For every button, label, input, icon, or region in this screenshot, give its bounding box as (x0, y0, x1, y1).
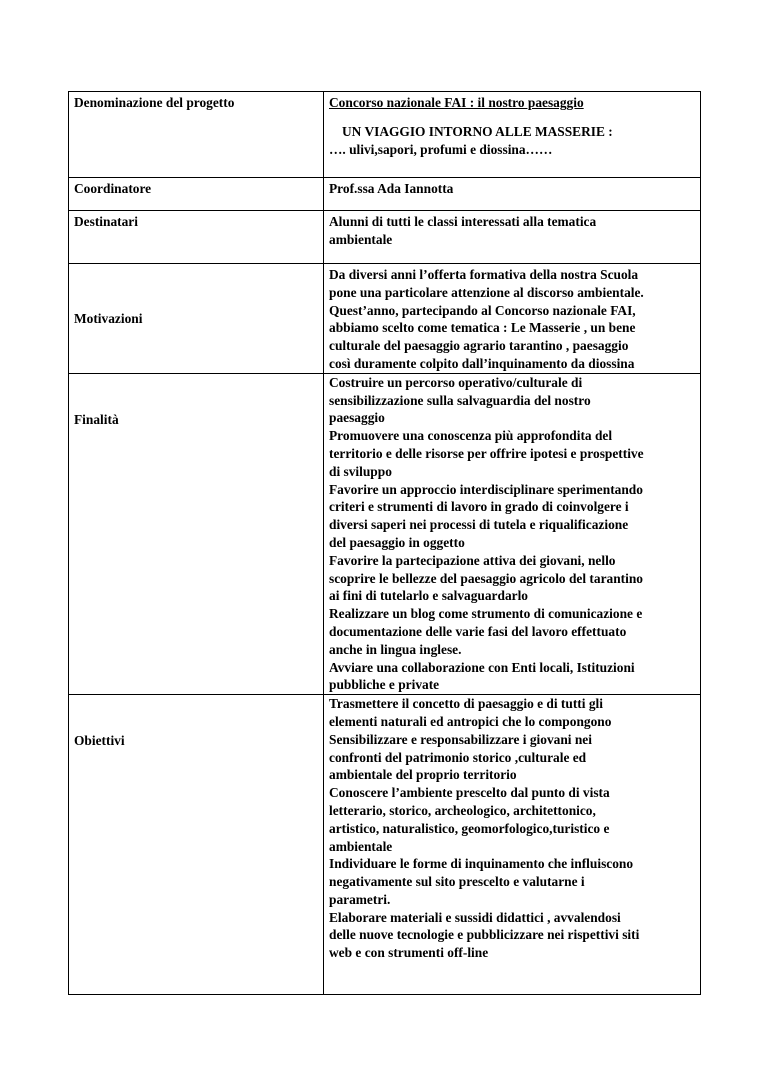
text-line: paesaggio (329, 410, 385, 426)
row-coordinatore (69, 178, 701, 211)
text-line: delle nuove tecnologie e pubblicizzare nei rispettivi siti (329, 927, 640, 943)
project-subtitle: UN VIAGGIO INTORNO ALLE MASSERIE : (342, 123, 613, 139)
label-coordinatore: Coordinatore (69, 178, 324, 211)
text-line: Conoscere l’ambiente prescelto dal punto di vista (329, 785, 610, 801)
text-line: anche in lingua inglese. (329, 641, 462, 657)
text-line: Da diversi anni l’offerta formativa della nostra Scuola (329, 267, 639, 282)
text-line: territorio e delle risorse per offrire ipotesi e prospettive (329, 445, 644, 461)
label-obiettivi-text: Obiettivi (74, 733, 125, 749)
label-finalita (69, 373, 324, 694)
value-denominazione (324, 92, 701, 178)
value-finalita (324, 373, 701, 694)
text-line: così duramente colpito dall’inquinamento da diossina (329, 355, 635, 371)
text-line: ai fini di tutelarlo e salvaguardarlo (329, 588, 528, 604)
row-obiettivi (69, 695, 701, 995)
row-finalita (69, 373, 701, 694)
text-line: sensibilizzazione sulla salvaguardia del nostro (329, 392, 591, 408)
row-destinatari (69, 211, 701, 264)
text-line: Favorire la partecipazione attiva dei giovani, nello (329, 552, 616, 568)
text-line: Alunni di tutti le classi interessati alla tematica (329, 214, 597, 229)
text-line: Trasmettere il concetto di paesaggio e di tutti gli (329, 696, 603, 712)
label-destinatari: Destinatari (69, 211, 324, 264)
text-line: pubbliche e private (329, 677, 440, 693)
text-line: parametri. (329, 891, 391, 907)
text-line: confronti del patrimonio storico ,culturale ed (329, 749, 587, 765)
text-line: web e con strumenti off-line (329, 945, 489, 961)
text-line: ambientale (329, 231, 393, 247)
row-denominazione (69, 92, 701, 178)
label-finalita-text: Finalità (74, 411, 119, 427)
value-obiettivi (324, 695, 701, 995)
label-denominazione: Denominazione del progetto (69, 92, 324, 178)
text-line: diversi saperi nei processi di tutela e riqualificazione (329, 517, 629, 533)
text-line: di sviluppo (329, 463, 392, 479)
label-obiettivi (69, 695, 324, 995)
text-line: scoprire le bellezze del paesaggio agricolo del tarantino (329, 570, 643, 586)
row-motivazioni (69, 264, 701, 374)
text-line: pone una particolare attenzione al discorso ambientale. (329, 284, 644, 300)
value-destinatari (324, 211, 701, 264)
text-line: Sensibilizzare e responsabilizzare i giovani nei (329, 731, 592, 747)
text-line: elementi naturali ed antropici che lo compongono (329, 713, 612, 729)
text-line: Favorire un approccio interdisciplinare sperimentando (329, 481, 643, 497)
label-motivazioni: Motivazioni (69, 264, 324, 374)
text-line: Costruire un percorso operativo/culturale di (329, 374, 583, 390)
text-line: culturale del paesaggio agrario tarantino , paesaggio (329, 338, 629, 354)
project-name: Concorso nazionale FAI : il nostro paesaggio (329, 95, 584, 110)
project-tagline: …. ulivi,sapori, profumi e diossina…… (329, 141, 553, 157)
text-line: artistico, naturalistico, geomorfologico,turistico e (329, 820, 610, 836)
value-coordinatore (324, 178, 701, 211)
text-line: negativamente sul sito prescelto e valutarne i (329, 874, 585, 890)
text-line: criteri e strumenti di lavoro in grado di coinvolgere i (329, 499, 629, 515)
text-line: Realizzare un blog come strumento di comunicazione e (329, 606, 643, 622)
project-table (68, 91, 701, 995)
text-line: abbiamo scelto come tematica : Le Masserie , un bene (329, 320, 636, 336)
text-line: documentazione delle varie fasi del lavoro effettuato (329, 623, 627, 639)
text-line: Avviare una collaborazione con Enti locali, Istituzioni (329, 659, 635, 675)
coordinator-name: Prof.ssa Ada Iannotta (329, 181, 454, 196)
text-line: del paesaggio in oggetto (329, 534, 465, 550)
text-line: Individuare le forme di inquinamento che influiscono (329, 856, 634, 872)
text-line: ambientale del proprio territorio (329, 767, 517, 783)
text-line: Quest’anno, partecipando al Concorso nazionale FAI, (329, 302, 636, 318)
text-line: Elaborare materiali e sussidi didattici , avvalendosi (329, 909, 621, 925)
value-motivazioni (324, 264, 701, 374)
text-line: ambientale (329, 838, 393, 854)
text-line: Promuovere una conoscenza più approfondita del (329, 428, 613, 444)
text-line: letterario, storico, archeologico, architettonico, (329, 802, 596, 818)
